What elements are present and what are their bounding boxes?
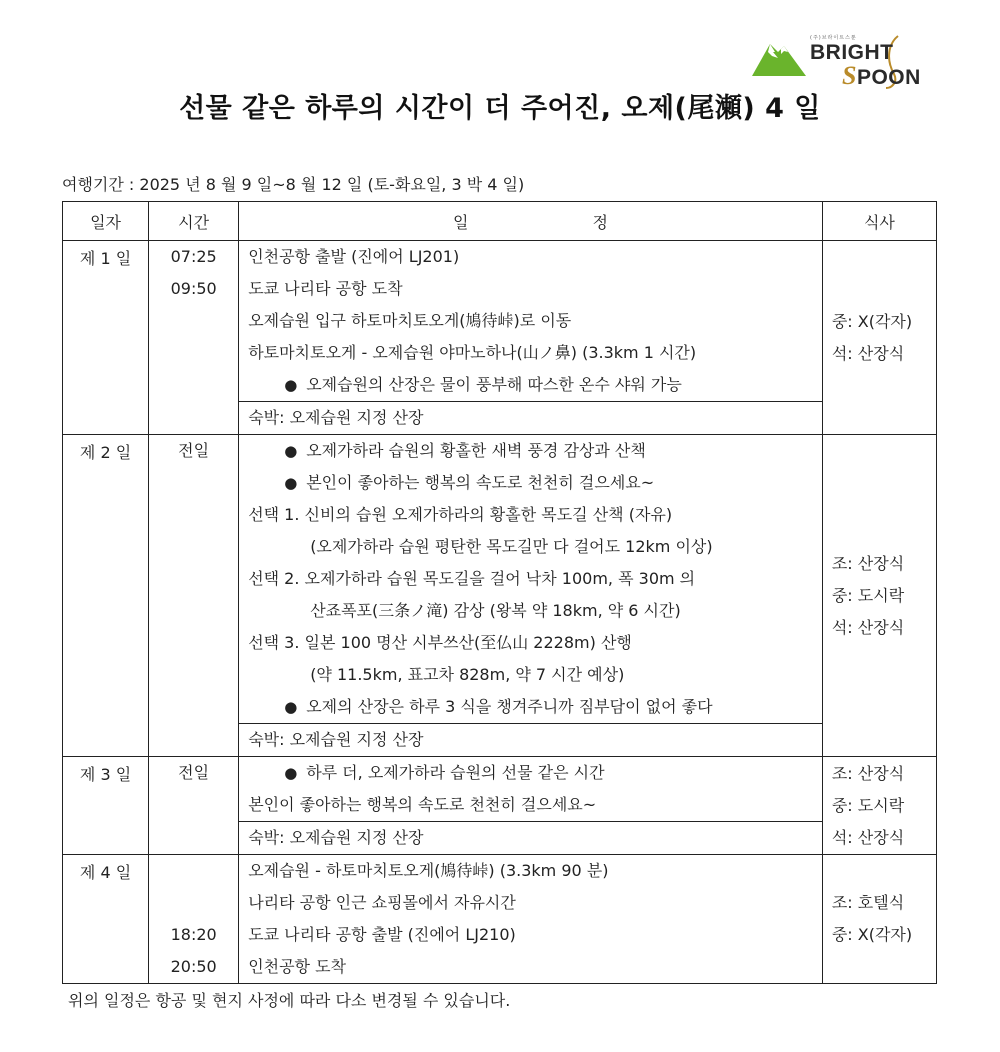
schedule-line: 나리타 공항 인근 쇼핑몰에서 자유시간 (248, 893, 516, 912)
schedule-line: 하토마치토오게 - 오제습원 야마노하나(山ノ鼻) (3.3km 1 시간) (248, 343, 697, 362)
schedule-line: 본인이 좋아하는 행복의 속도로 천천히 걸으세요~ (248, 795, 597, 814)
table-row (63, 435, 937, 724)
schedule-bullet-line: ● 하루 더, 오제가하라 습원의 선물 같은 시간 (248, 757, 822, 789)
meal-cell: 조: 산장식 중: 도시락 석: 산장식 (822, 757, 936, 855)
schedule-cell (239, 855, 823, 984)
schedule-bullet-line: ● 오제의 산장은 하루 3 식을 챙겨주니까 짐부담이 없어 좋다 (248, 691, 822, 723)
header-time: 시간 (149, 202, 239, 241)
option-line: (약 11.5km, 표고차 828m, 약 7 시간 예상) (310, 665, 625, 684)
day-cell: 제 1 일 (63, 241, 149, 435)
schedule-line: 오제습원 - 하토마치토오게(鳩待峠) (3.3km 90 분) (248, 861, 609, 880)
bullet-icon: ● (284, 474, 298, 492)
bullet-icon: ● (284, 442, 298, 460)
schedule-cell (239, 435, 823, 724)
time-cell: 전일 (149, 435, 239, 757)
option-line: 선택 2. 오제가하라 습원 목도길을 걸어 낙차 100m, 폭 30m 의 (248, 569, 696, 588)
option-line: 산죠폭포(三条ノ滝) 감상 (왕복 약 18km, 약 6 시간) (310, 601, 681, 620)
logo-company-name: (주)브라이트스푼 (810, 35, 857, 41)
table-header-row (63, 202, 937, 241)
option-line: (오제가하라 습원 평탄한 목도길만 다 걸어도 12km 이상) (310, 537, 713, 556)
schedule-cell (239, 757, 823, 822)
time-cell: 07:25 09:50 (149, 241, 239, 435)
day-cell: 제 3 일 (63, 757, 149, 855)
schedule-line: 인천공항 도착 (248, 957, 347, 976)
stay-cell: 숙박: 오제습원 지정 산장 (239, 724, 823, 757)
option-line: 선택 1. 신비의 습원 오제가하라의 황홀한 목도길 산책 (자유) (248, 505, 673, 524)
stay-cell: 숙박: 오제습원 지정 산장 (239, 822, 823, 855)
header-meal: 식사 (822, 202, 936, 241)
bullet-icon: ● (284, 376, 298, 394)
schedule-line: 도쿄 나리타 공항 도착 (248, 279, 403, 298)
logo-text-poon: POON (856, 66, 921, 89)
schedule-line: 인천공항 출발 (진에어 LJ201) (248, 247, 460, 266)
schedule-bullet-line: ● 본인이 좋아하는 행복의 속도로 천천히 걸으세요~ (248, 467, 822, 499)
header-schedule-part1: 일 (453, 212, 469, 232)
option-line: 선택 3. 일본 100 명산 시부쓰산(至仏山 2228m) 산행 (248, 633, 632, 652)
page-title: 선물 같은 하루의 시간이 더 주어진, 오제(尾瀬) 4 일 (179, 93, 821, 124)
logo-text-bright: BRIGHT (810, 41, 894, 64)
header-day: 일자 (63, 202, 149, 241)
time-cell: 18:20 20:50 (149, 855, 239, 984)
time-cell: 전일 (149, 757, 239, 855)
logo-letter-s: S (842, 61, 857, 90)
schedule-line: 오제습원 입구 하토마치토오게(鳩待峠)로 이동 (248, 311, 572, 330)
travel-period: 여행기간 : 2025 년 8 월 9 일~8 월 12 일 (토-화요일, 3 박 4 일) (62, 175, 525, 194)
day-cell: 제 2 일 (63, 435, 149, 757)
schedule-bullet-line: ● 오제가하라 습원의 황홀한 새벽 풍경 감상과 산책 (248, 435, 822, 467)
stay-cell: 숙박: 오제습원 지정 산장 (239, 402, 823, 435)
itinerary-table (62, 201, 937, 984)
day-cell: 제 4 일 (63, 855, 149, 984)
header-schedule-part2: 정 (592, 212, 608, 232)
table-row (63, 757, 937, 822)
bullet-icon: ● (284, 764, 298, 782)
footnote: 위의 일정은 항공 및 현지 사정에 따라 다소 변경될 수 있습니다. (68, 991, 511, 1010)
bullet-icon: ● (284, 698, 298, 716)
meal-cell: 중: X(각자) 석: 산장식 (822, 241, 936, 435)
schedule-cell (239, 241, 823, 402)
table-row (63, 241, 937, 402)
header-schedule (239, 202, 823, 241)
meal-cell: 조: 호텔식 중: X(각자) (822, 855, 936, 984)
brand-logo (748, 30, 948, 90)
meal-cell: 조: 산장식 중: 도시락 석: 산장식 (822, 435, 936, 757)
table-row (63, 855, 937, 984)
schedule-bullet-line: ● 오제습원의 산장은 물이 풍부해 따스한 온수 샤워 가능 (248, 369, 822, 401)
schedule-line: 도쿄 나리타 공항 출발 (진에어 LJ210) (248, 925, 516, 944)
